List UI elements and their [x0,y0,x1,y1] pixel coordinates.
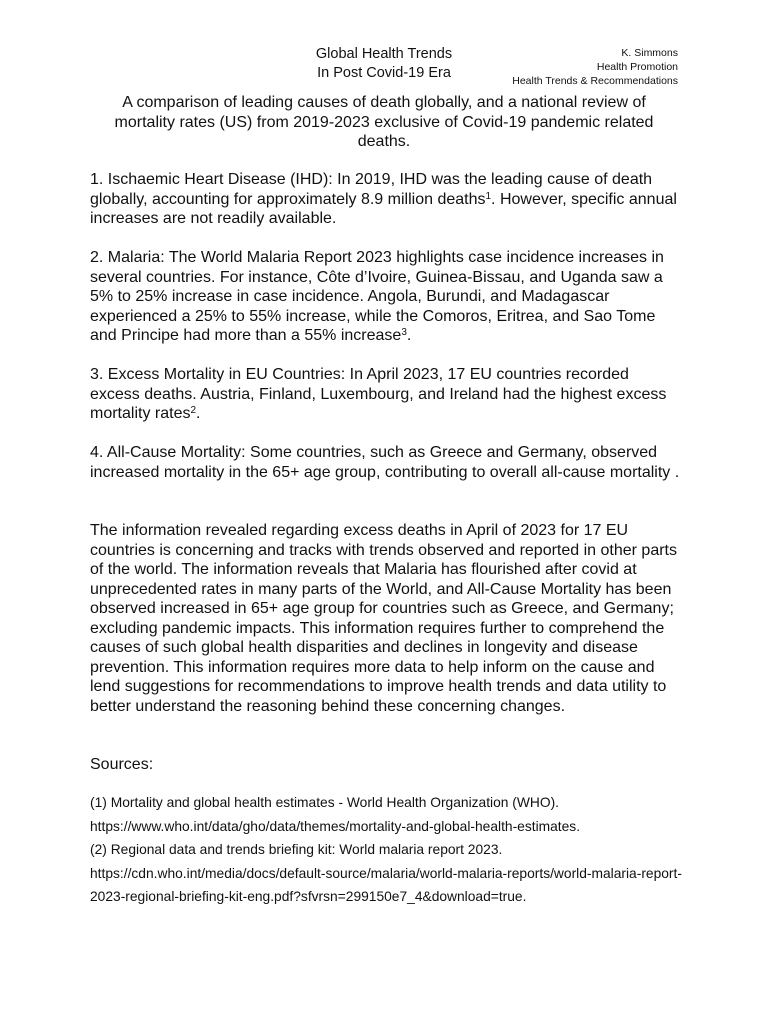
footnote-ref: 1 [485,190,492,202]
document-section: Health Trends & Recommendations [512,75,678,87]
finding-text: 3. Excess Mortality in EU Countries: In April 2023, 17 EU countries recorded excess deaths. Austria, Finland, Luxembourg, and Ireland had the highest excess mortality rates [90,366,667,422]
author-department: Health Promotion [596,61,678,73]
author-name: K. Simmons [621,47,678,59]
finding-malaria [90,248,680,346]
finding-excess-mortality-eu [90,365,680,424]
finding-all-cause-mortality [90,443,680,482]
footnote-ref: 2 [190,405,197,416]
footnote-ref: 3 [401,327,407,338]
source-reference: (2) Regional data and trends briefing kit: World malaria report 2023. https://cdn.who.int/media/docs/default-source/malaria/world-malaria-reports/world-malaria-report-2023-regional-briefing-kit-eng.pdf?sfvrsn=299150e7_4&download=true. [90,842,682,905]
sources-list [90,791,690,909]
finding-tail: . [196,405,201,422]
title-line-1: Global Health Trends [315,46,453,62]
conclusion-paragraph: The information revealed regarding excess deaths in April of 2023 for 17 EU countries is concerning and tracks with trends observed and reported in other parts of the world. The information reveals that Malaria has flourished after covid at unprecedented rates in many parts of the World, and All-Cause Mortality has been observed increased in 65+ age group for countries such as Greece, and Germany; excluding pandemic impacts. This information requires further to comprehend the causes of such global health disparities and declines in longevity and disease prevention. This information requires more data to help inform on the cause and lend suggestions for recommendations to improve health trends and data utility to better understand the reasoning behind these concerning changes. [90,522,677,715]
title-line-2: In Post Covid-19 Era [317,65,451,81]
document-title [284,45,484,83]
finding-text: 1. Ischaemic Heart Disease (IHD): In 2019, IHD was the leading cause of death globally, accounting for approximately 8.9 million deaths [90,171,653,208]
finding-tail: . [406,327,412,344]
finding-text: 4. All-Cause Mortality: Some countries, such as Greece and Germany, observed increased mortality in the 65+ age group, contributing to overall all-cause mortality . [90,444,680,481]
finding-text: 2. Malaria: The World Malaria Report 2023 highlights case incidence increases in several countries. For instance, Côte d’Ivoire, Guinea-Bissau, and Uganda saw a 5% to 25% increase in case incidence. Angola, Burundi, and Madagascar experienced a 25% to 55% increase, while the Comoros, Eritrea, and Sao Tome and Principe had more than a 55% increase [90,249,664,344]
author-block [512,46,678,88]
finding-ischaemic-heart-disease [90,170,680,229]
finding-tail: . However, specific annual increases are not readily available. [90,190,677,227]
source-reference: (1) Mortality and global health estimates - World Health Organization (WHO). https://www.who.int/data/gho/data/themes/mortality-and-global-health-estimates. [90,795,581,834]
sources-heading: Sources: [90,756,154,773]
intro-summary: A comparison of leading causes of death globally, and a national review of mortality rates (US) from 2019-2023 exclusive of Covid-19 pandemic related deaths. [114,94,654,150]
